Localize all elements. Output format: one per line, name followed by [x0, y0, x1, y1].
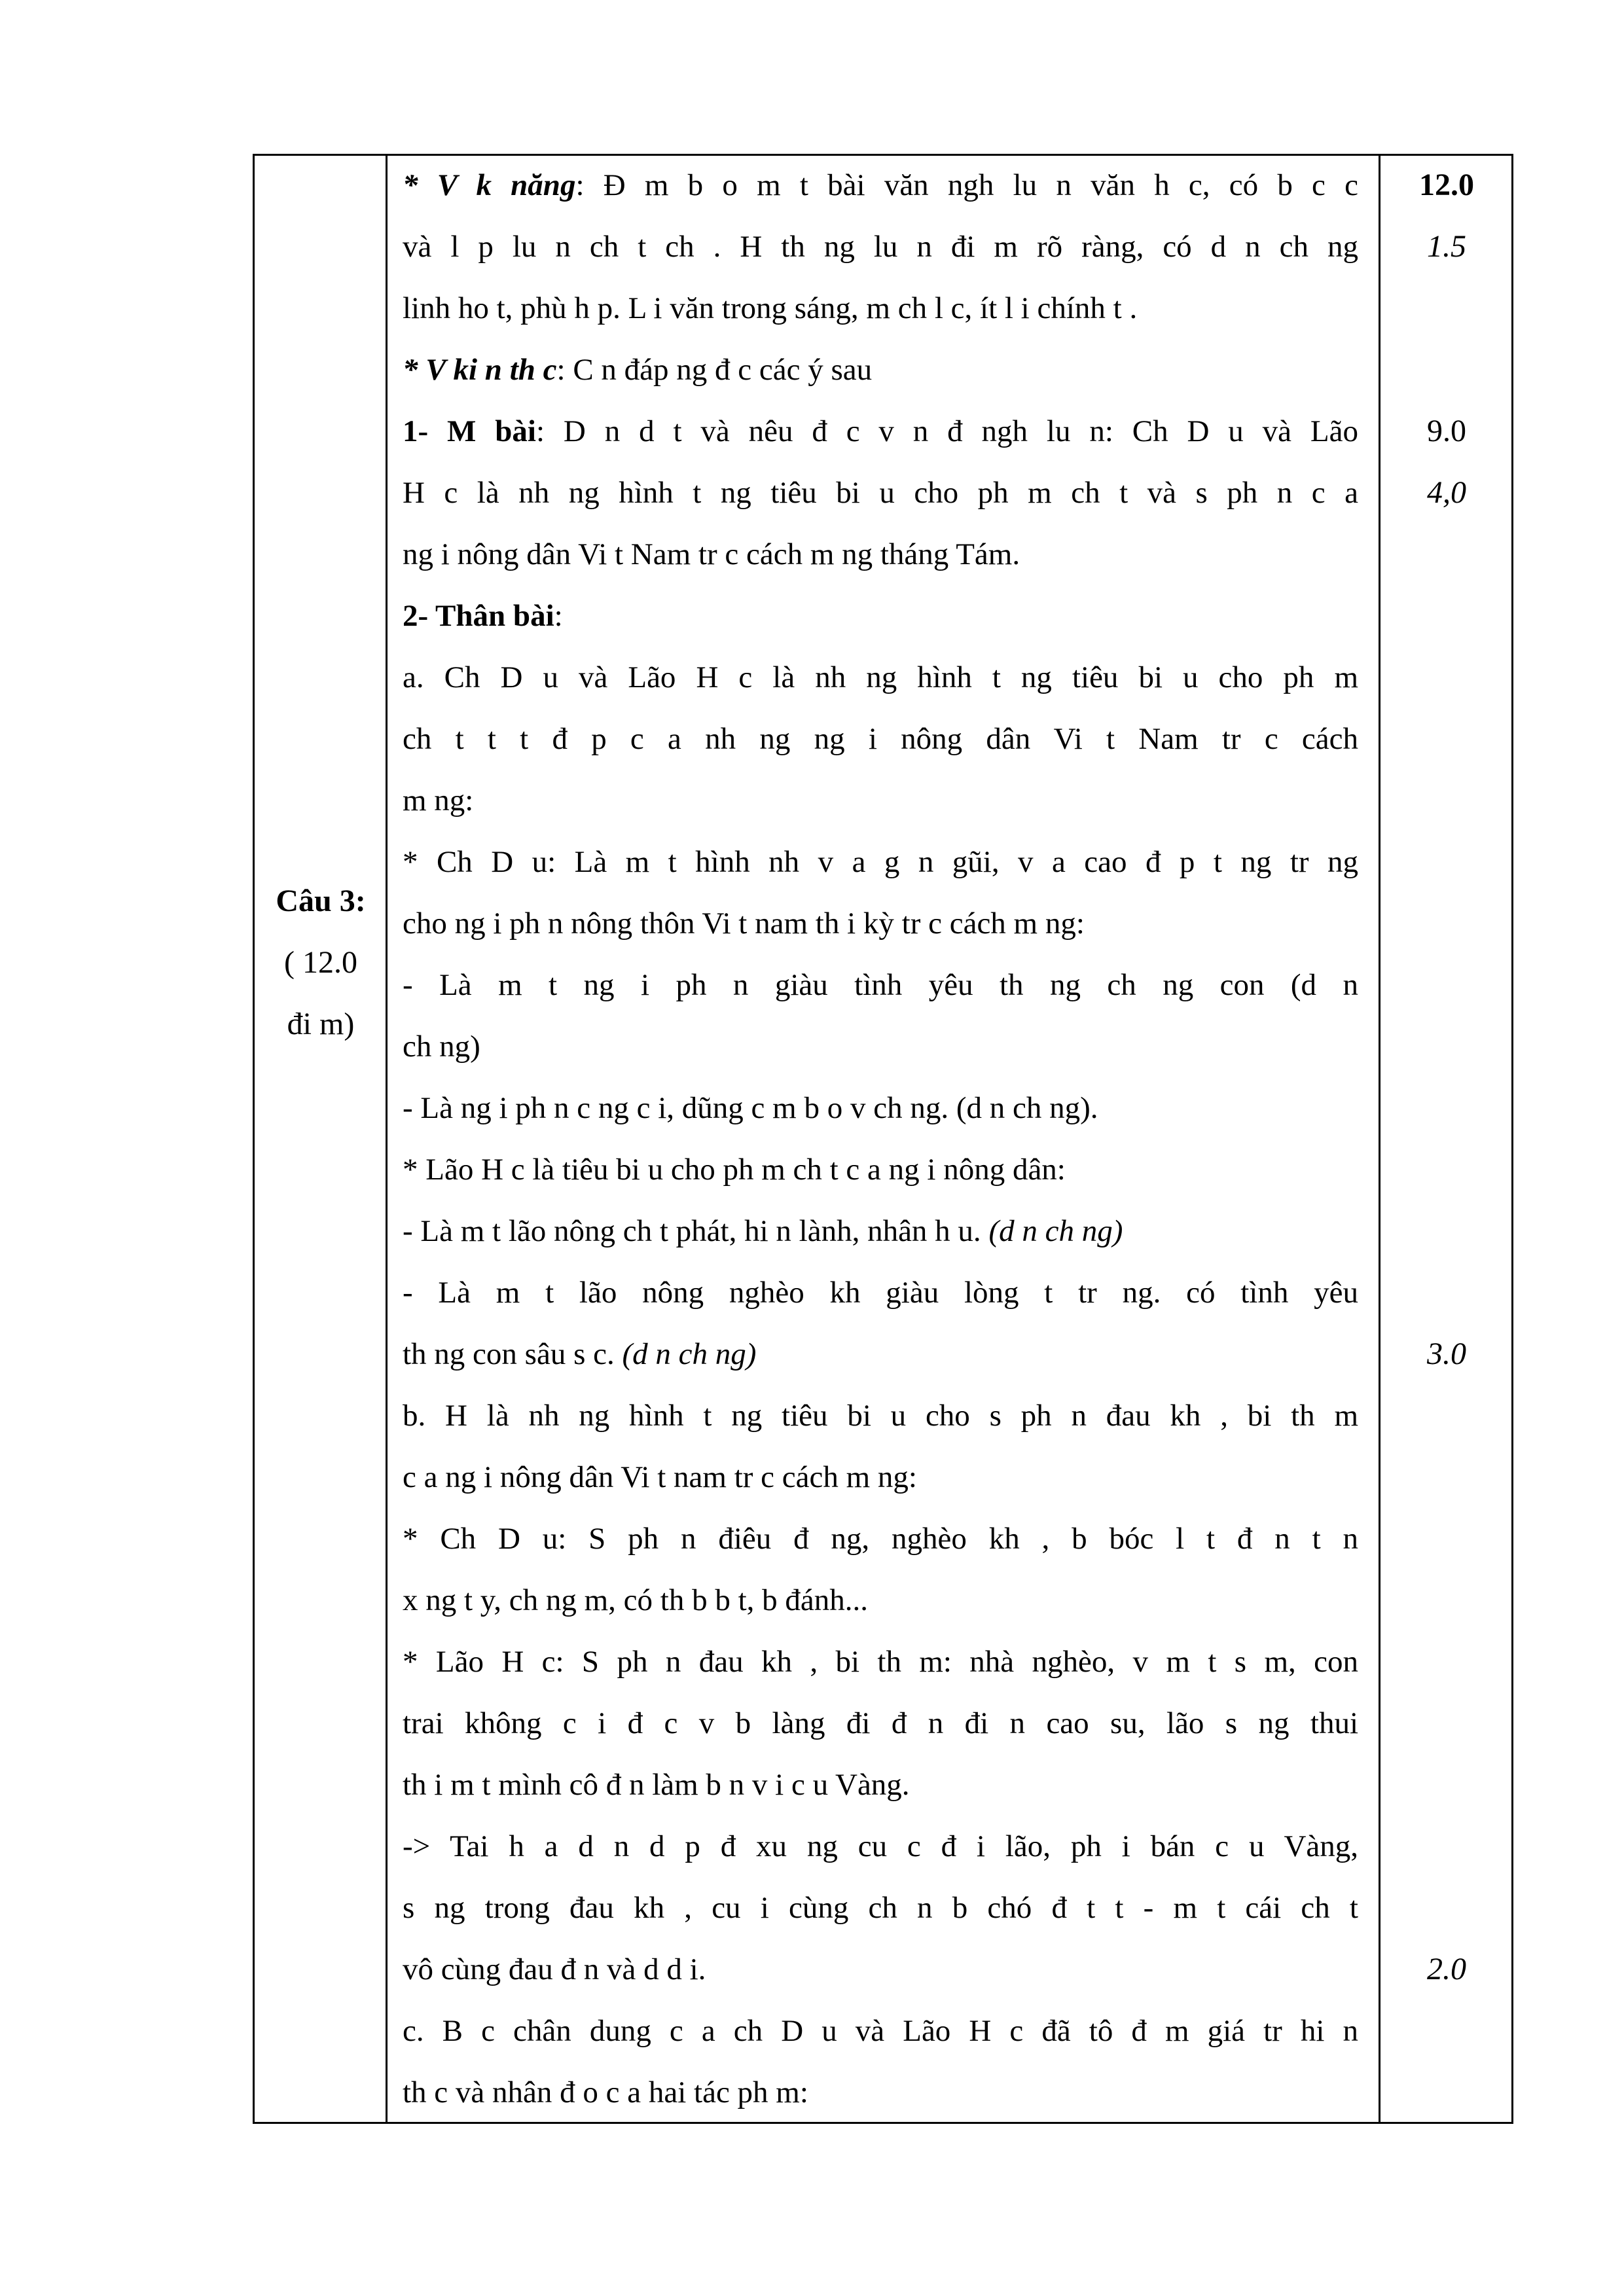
- answer-line: [403, 1446, 1358, 1508]
- answer-text: * Lão H c là tiêu bi u cho ph m ch t c a ng i nông dân:: [403, 1153, 1066, 1187]
- answer-line: [403, 524, 1358, 585]
- answer-line: [403, 1631, 1358, 1693]
- answer-text: * V ki n th c: [403, 353, 557, 387]
- score-value: 9.0: [1427, 414, 1466, 448]
- answer-line: [403, 1570, 1358, 1631]
- answer-line: [403, 770, 1358, 831]
- table-column-divider: [1379, 154, 1380, 2124]
- answer-line: [403, 1385, 1358, 1446]
- answer-line: [403, 1508, 1358, 1570]
- answer-text: 1- M bài: [403, 414, 536, 448]
- answer-line: [403, 1077, 1358, 1139]
- score-value: 4,0: [1427, 475, 1466, 510]
- answer-text: c. B c chân dung c a ch D u và Lão H c đã tô đ m giá tr hi n: [403, 2014, 1358, 2048]
- answer-text: vô cùng đau đ n và d d i.: [403, 1952, 706, 1986]
- answer-text: c a ng i nông dân Vi t nam tr c cách m ng:: [403, 1460, 917, 1494]
- question-points-line1: ( 12.0: [284, 945, 357, 980]
- answer-text: a. Ch D u và Lão H c là nh ng hình t ng tiêu bi u cho ph m: [403, 660, 1358, 694]
- answer-text: - Là m t ng i ph n giàu tình yêu th ng ch ng con (d n: [403, 968, 1358, 1002]
- answer-line: [403, 401, 1358, 462]
- answer-line: [403, 154, 1358, 216]
- answer-text: linh ho t, phù h p. L i văn trong sáng, m ch l c, ít l i chính t .: [403, 291, 1138, 325]
- answer-text: -> Tai h a d n d p đ xu ng cu c đ i lão, ph i bán c u Vàng,: [403, 1829, 1358, 1863]
- answer-line: [403, 216, 1358, 278]
- answer-line: [403, 1877, 1358, 1939]
- answer-line: [403, 1323, 1358, 1385]
- answer-text: - Là m t lão nông ch t phát, hi n lành, nhân h u.: [403, 1214, 989, 1248]
- answer-line: [403, 954, 1358, 1016]
- answer-line: [403, 1816, 1358, 1877]
- question-label: Câu 3:: [276, 884, 366, 918]
- question-cell: [255, 870, 387, 1055]
- answer-line: [403, 1139, 1358, 1200]
- answer-text: * Ch D u: Là m t hình nh v a g n gũi, v a cao đ p t ng tr ng: [403, 845, 1358, 879]
- answer-text: * Ch D u: S ph n điêu đ ng, nghèo kh , b bóc l t đ n t n: [403, 1522, 1358, 1556]
- answer-line: [403, 278, 1358, 339]
- answer-text: trai không c i đ c v b làng đi đ n đi n cao su, lão s ng thui: [403, 1706, 1358, 1740]
- answer-line: [403, 462, 1358, 524]
- answer-text: - Là m t lão nông nghèo kh giàu lòng t tr ng. có tình yêu: [403, 1276, 1358, 1310]
- answer-text: 2- Thân bài: [403, 599, 554, 633]
- answer-text: s ng trong đau kh , cu i cùng ch n b chó đ t t - m t cái ch t: [403, 1891, 1358, 1925]
- answer-line: [403, 585, 1358, 647]
- answer-text: x ng t y, ch ng m, có th b b t, b đánh...: [403, 1583, 869, 1617]
- answer-text: : C n đáp ng đ c các ý sau: [556, 353, 873, 387]
- answer-line: [403, 1016, 1358, 1077]
- answer-text: * V k năng: [403, 168, 576, 202]
- answer-line: [403, 339, 1358, 401]
- answer-text: th i m t mình cô đ n làm b n v i c u Vàng.: [403, 1768, 910, 1802]
- answer-content-cell: [403, 154, 1358, 2123]
- answer-line: [403, 1754, 1358, 1816]
- answer-line: [403, 831, 1358, 893]
- table-column-divider: [386, 154, 388, 2124]
- question-points-line2: đi m): [287, 1007, 355, 1041]
- answer-text: th ng con sâu s c.: [403, 1337, 623, 1371]
- answer-text: :: [554, 599, 563, 633]
- answer-text: : D n d t và nêu đ c v n đ ngh lu n: Ch D u và Lão: [535, 414, 1358, 448]
- answer-text: và l p lu n ch t ch . H th ng lu n đi m rõ ràng, có d n ch ng: [403, 230, 1358, 264]
- answer-text: - Là ng i ph n c ng c i, dũng c m b o v ch ng. (d n ch ng).: [403, 1091, 1098, 1125]
- answer-text: * Lão H c: S ph n đau kh , bi th m: nhà nghèo, v m t s m, con: [403, 1645, 1358, 1679]
- answer-text: th c và nhân đ o c a hai tác ph m:: [403, 2075, 808, 2109]
- answer-line: [403, 647, 1358, 708]
- answer-line: [403, 1693, 1358, 1754]
- score-value: 3.0: [1427, 1336, 1466, 1371]
- answer-text: (d n ch ng): [988, 1214, 1123, 1248]
- answer-text: ch ng): [403, 1030, 480, 1064]
- answer-text: H c là nh ng hình t ng tiêu bi u cho ph m ch t và s ph n c a: [403, 476, 1358, 510]
- answer-text: (d n ch ng): [622, 1337, 757, 1371]
- answer-line: [403, 1200, 1358, 1262]
- answer-line: [403, 708, 1358, 770]
- answer-line: [403, 893, 1358, 954]
- answer-text: ng i nông dân Vi t Nam tr c cách m ng tháng Tám.: [403, 537, 1020, 571]
- answer-text: ch t t t đ p c a nh ng ng i nông dân Vi t Nam tr c cách: [403, 722, 1358, 756]
- score-value: 12.0: [1419, 168, 1474, 202]
- score-value: 1.5: [1427, 229, 1466, 264]
- answer-line: [403, 2000, 1358, 2062]
- answer-text: cho ng i ph n nông thôn Vi t nam th i kỳ tr c cách m ng:: [403, 906, 1085, 941]
- answer-line: [403, 2062, 1358, 2123]
- answer-text: : Đ m b o m t bài văn ngh lu n văn h c, có b c c: [575, 168, 1358, 202]
- score-value: 2.0: [1427, 1952, 1466, 1986]
- answer-line: [403, 1262, 1358, 1323]
- answer-text: m ng:: [403, 783, 474, 817]
- answer-text: b. H là nh ng hình t ng tiêu bi u cho s ph n đau kh , bi th m: [403, 1399, 1358, 1433]
- answer-line: [403, 1939, 1358, 2000]
